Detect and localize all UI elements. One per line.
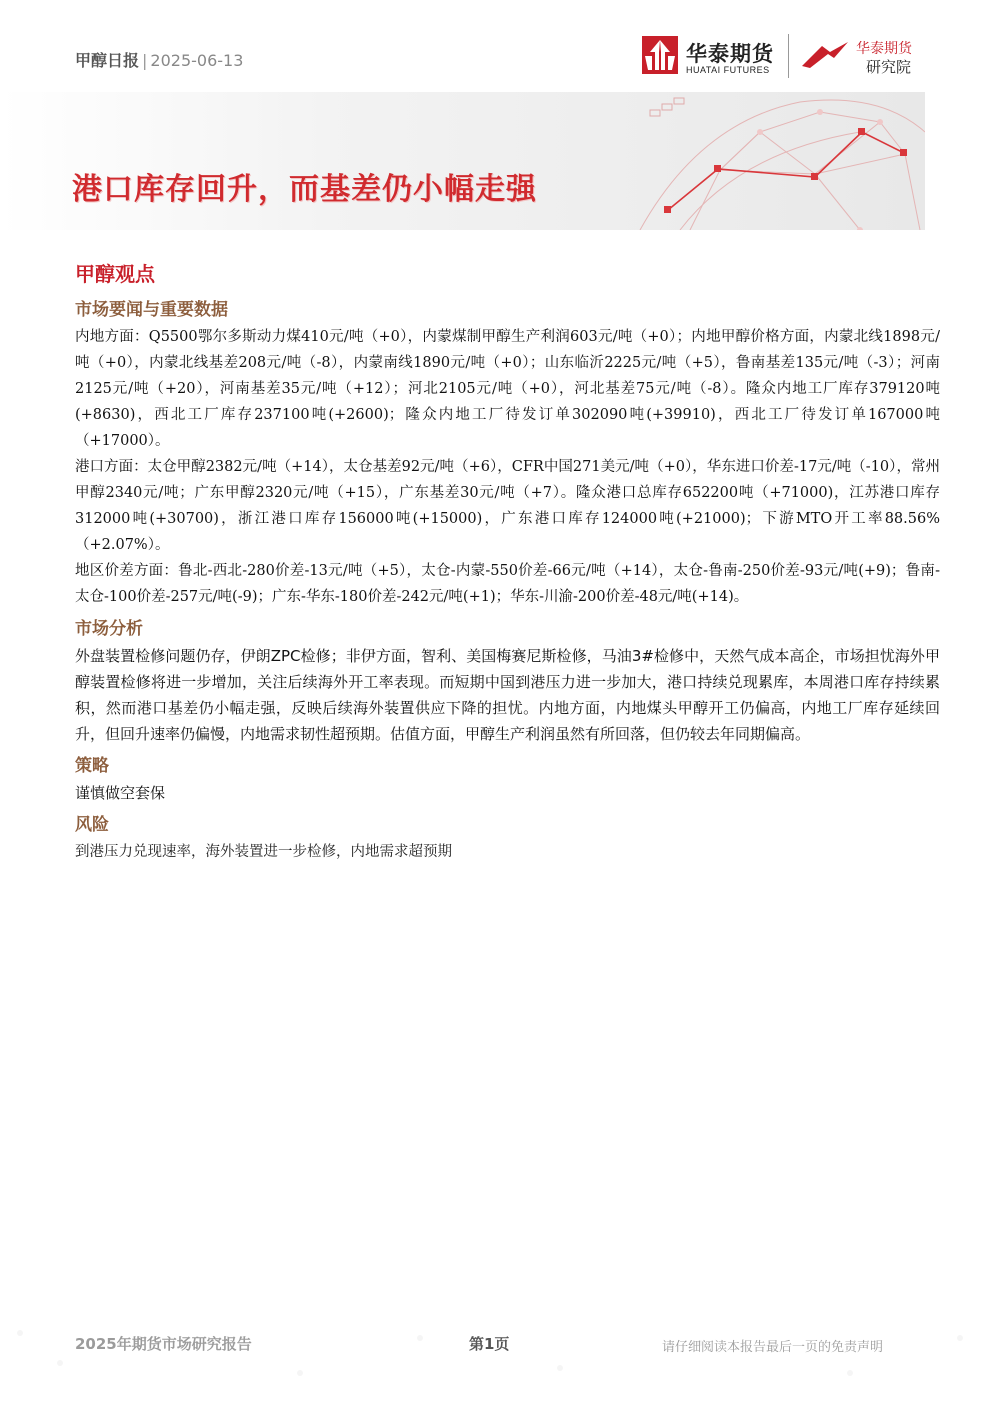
institute-name-line2: 研究院 — [866, 58, 912, 76]
separator: | — [142, 51, 148, 70]
market-analysis-text: 外盘装置检修问题仍存，伊朗ZPC检修；非伊方面，智利、美国梅赛尼斯检修，马油3#检修中，天然气成本高企，市场担忧海外甲醇装置检修将进一步增加，关注后续海外开工率表现。而短期中国到港压力进一步加大，港口持续兑现累库，本周港口库存持续累积，然而港口基差仍小幅走强，反映后续海外装置供应下降的担忧。内地方面，内地煤头甲醇开工仍偏高，内地工厂库存延续回升，但回升速率仍偏慢，内地需求韧性超预期。估值方面，甲醇生产利润虽然有所回落，但仍较去年同期偏高。 — [75, 647, 940, 743]
market-news-spread: 地区价差方面：鲁北-西北-280价差-13元/吨（+5），太仓-内蒙-550价差-66元/吨（+14），太仓-鲁南-250价差-93元/吨(+9)；鲁南-太仓-100价差-257元/吨(-9)；广东-华东-180价差-242元/吨(+1)；华东-川渝-200价差-48元/吨(+14)。 — [75, 563, 940, 605]
title-banner — [0, 92, 925, 230]
network-graphic — [0, 92, 925, 230]
footer-report-name: 2025年期货市场研究报告 — [75, 1335, 252, 1353]
market-news-port: 港口方面：太仓甲醇2382元/吨（+14），太仓基差92元/吨（+6），CFR中国271美元/吨（+0），华东进口价差-17元/吨（-10），常州甲醇2340元/吨；广东甲醇2320元/吨（+15），广东基差30元/吨（+7）。隆众港口总库存652200吨（+71000)，江苏港口库存312000吨(+30700)，浙江港口库存156000吨(+15000)，广东港口库存124000吨(+21000)；下游MTO开工率88.56%（+2.07%）。 — [75, 459, 940, 553]
risk-text: 到港压力兑现速率，海外装置进一步检修，内地需求超预期 — [75, 844, 452, 860]
strategy-heading: 策略 — [75, 756, 109, 776]
market-news-inland: 内地方面：Q5500鄂尔多斯动力煤410元/吨（+0），内蒙煤制甲醇生产利润603元/吨（+0）；内地甲醇价格方面，内蒙北线1898元/吨（+0），内蒙北线基差208元/吨（-8），内蒙南线1890元/吨（+0）；山东临沂2225元/吨（+5），鲁南基差135元/吨（-3）；河南2125元/吨（+20），河南基差35元/吨（+12）；河北2105元/吨（+0），河北基差75元/吨（-8）。隆众内地工厂库存379120吨(+8630)，西北工厂库存237100吨(+2600)；隆众内地工厂待发订单302090吨(+39910)，西北工厂待发订单167000吨（+17000）。 — [75, 329, 940, 449]
footer-disclaimer: 请仔细阅读本报告最后一页的免责声明 — [662, 1340, 884, 1355]
company-name-cn: 华泰期货 — [686, 42, 774, 66]
report-tag — [75, 48, 243, 71]
market-news-heading: 市场要闻与重要数据 — [75, 300, 228, 320]
institute-logo-icon — [800, 40, 850, 70]
institute-name-line1: 华泰期货 — [856, 41, 912, 57]
risk-heading: 风险 — [75, 815, 109, 835]
page-title: 港口库存回升，而基差仍小幅走强 — [72, 172, 537, 207]
section-title: 甲醇观点 — [75, 262, 155, 286]
page-number: 第1页 — [469, 1335, 510, 1353]
footer-graphic — [0, 1313, 992, 1403]
report-type: 甲醇日报 — [75, 51, 140, 70]
strategy-text: 谨慎做空套保 — [75, 784, 166, 802]
company-name-en: HUATAI FUTURES — [686, 65, 770, 75]
logo-divider — [788, 34, 789, 78]
market-analysis-heading: 市场分析 — [75, 619, 143, 639]
report-date: 2025-06-13 — [150, 51, 244, 70]
huatai-logo-icon — [642, 36, 678, 74]
main-content — [75, 258, 940, 865]
